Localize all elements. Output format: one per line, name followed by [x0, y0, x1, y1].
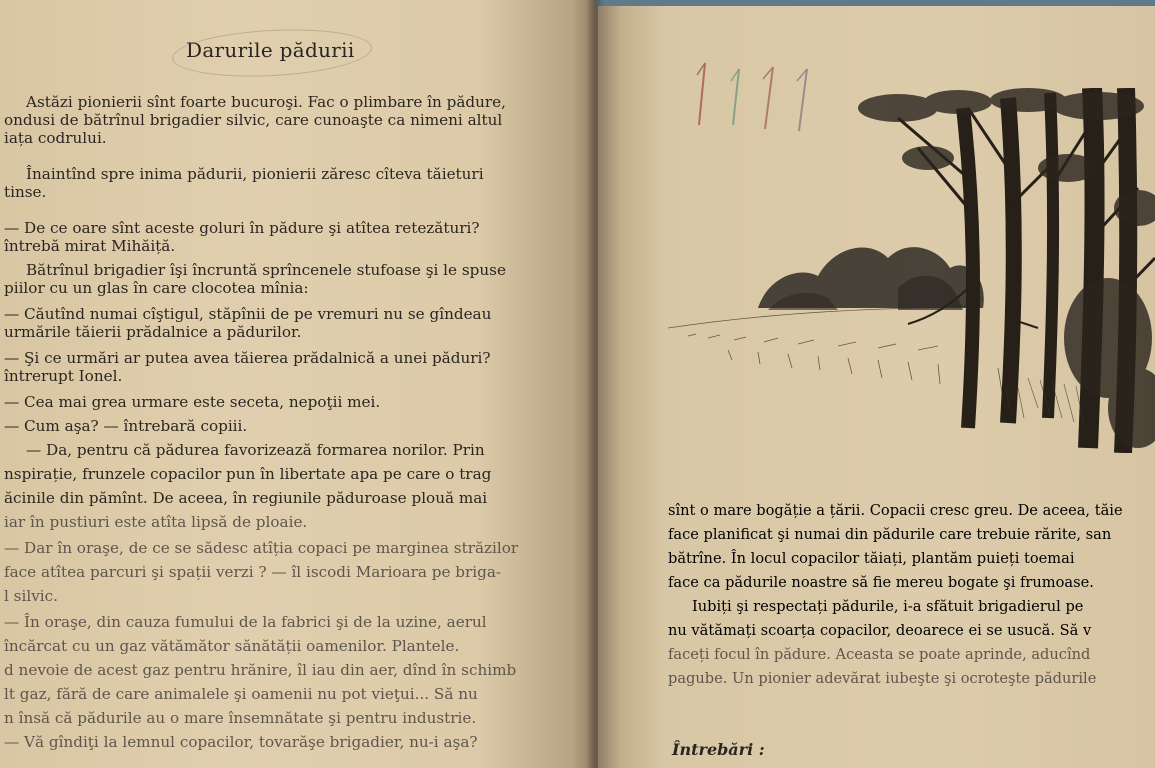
text-line: — Da, pentru că pădurea favorizează formarea norilor. Prin — [26, 441, 485, 459]
text-line: — Vă gîndiţi la lemnul copacilor, tovarăşe brigadier, nu-i aşa? — [4, 733, 478, 751]
meadow — [668, 306, 1002, 392]
text-line: — Cea mai grea urmare este seceta, nepoţii mei. — [4, 393, 381, 411]
page-title: Darurile pădurii — [186, 38, 355, 62]
text-line: lt gaz, fără de care animalele şi oamenii nu pot vieţui... Să nu — [4, 685, 478, 703]
text-line: iața codrului. — [4, 129, 107, 147]
text-line: iar în pustiuri este atîta lipsă de ploaie. — [4, 513, 308, 531]
text-line: Bătrînul brigadier îşi încruntă sprîncenele stufoase şi le spuse — [26, 261, 506, 279]
text-line: Iubiți şi respectați pădurile, i-a sfătuit brigadierul pe — [692, 598, 1084, 615]
text-line: faceți focul în pădure. Aceasta se poate aprinde, aducînd — [668, 646, 1091, 663]
text-line: nspirație, frunzele copacilor pun în libertate apa pe care o trag — [4, 465, 492, 483]
text-line: sînt o mare bogăție a țării. Copacii cresc greu. De aceea, tăie — [668, 502, 1123, 519]
text-line: bătrîne. În locul copacilor tăiați, plantăm puieți toemai — [668, 550, 1075, 567]
questions-heading: Întrebări : — [672, 740, 765, 759]
bushes — [758, 247, 984, 310]
text-line: întrerupt Ionel. — [4, 367, 123, 385]
text-line: pagube. Un pionier adevărat iubeşte şi ocroteşte pădurile — [668, 670, 1097, 687]
text-line: întrebă mirat Mihăiță. — [4, 237, 176, 255]
text-line: încărcat cu un gaz vătămător sănătății oamenilor. Plantele. — [4, 637, 460, 655]
text-line: — Dar în oraşe, de ce se sădesc atîția copaci pe marginea străzilor — [4, 539, 519, 557]
text-line: — De ce oare sînt aceste goluri în pădure şi atîtea retezături? — [4, 219, 480, 237]
text-line: — Şi ce urmări ar putea avea tăierea prădalnică a unei păduri? — [4, 349, 491, 367]
text-line: ăcinile din pămînt. De aceea, în regiunile păduroase plouă mai — [4, 489, 488, 507]
text-line: — În oraşe, din cauza fumului de la fabrici şi de la uzine, aerul — [4, 613, 487, 631]
text-line: d nevoie de acest gaz pentru hrănire, îl iau din aer, dînd în schimb — [4, 661, 517, 679]
text-line: piilor cu un glas în care clocotea mînia: — [4, 279, 309, 297]
text-line: l silvic. — [4, 587, 58, 605]
text-line: face ca pădurile noastre să fie mereu bogate şi frumoase. — [668, 574, 1094, 591]
text-line: urmările tăierii prădalnice a pădurilor. — [4, 323, 302, 341]
text-line: n însă că pădurile au o mare însemnătate şi pentru industrie. — [4, 709, 477, 727]
text-line: — Căutînd numai cîştigul, stăpînii de pe vremuri nu se gîndeau — [4, 305, 492, 323]
forest-illustration — [668, 88, 1155, 453]
text-line: face planificat şi numai din pădurile care trebuie rărite, san — [668, 526, 1112, 543]
text-line: — Cum aşa? — întrebară copiii. — [4, 417, 248, 435]
text-line: Astăzi pionierii sînt foarte bucuroşi. Fac o plimbare în pădure, — [26, 93, 506, 111]
text-line: ondusi de bătrînul brigadier silvic, care cunoaşte ca nimeni altul — [4, 111, 503, 129]
text-line: tinse. — [4, 183, 47, 201]
text-line: Înaintînd spre inima pădurii, pionierii zăresc cîteva tăieturi — [26, 165, 484, 183]
text-line: face atîtea parcuri şi spații verzi ? — îl iscodi Marioara pe briga- — [4, 563, 502, 581]
text-line: nu vătămați scoarța copacilor, deoarece ei se usucă. Să v — [668, 622, 1092, 639]
